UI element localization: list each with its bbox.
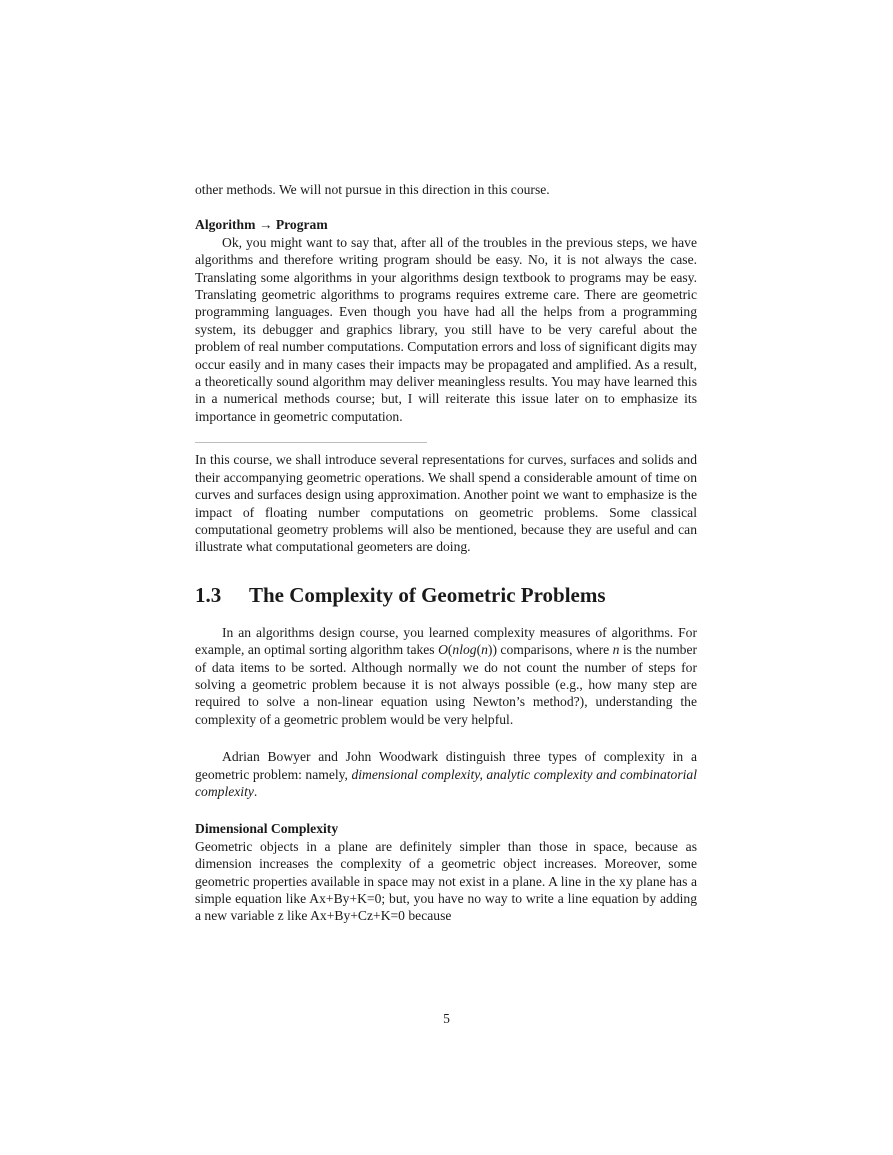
arrow-icon: →: [258, 217, 273, 233]
math-nlog: nlog: [452, 642, 477, 658]
complexity-text-3: is the number of data items to be sorted. Although normally we do not count the number of steps for solving a geometric problem because it is not always possible (e.g., how many step are required to solve a non-linear equation using Newton’s method?), understanding the complexity of a geometric problem would be very helpful.: [195, 642, 697, 727]
section-heading: [195, 582, 697, 608]
dimensional-complexity-heading: Dimensional Complexity: [195, 821, 339, 837]
bowyer-text-2: .: [253, 783, 258, 799]
bowyer-text-1: Adrian Bowyer and John Woodwark distinguish three types of complexity in a geometric problem: namely,: [195, 749, 697, 782]
intro-fragment: other methods. We will not pursue in this direction in this course.: [195, 182, 550, 197]
dimensional-complexity-paragraph: Geometric objects in a plane are definitely simpler than those in space, because as dimension increases the complexity of a geometric object increases. Moreover, some geometric properties available in space may not exist in a plane. A line in the xy plane has a simple equation like Ax+By+K=0; but, you have no way to write a line equation by adding a new variable z like Ax+By+Cz+K=0 because: [195, 838, 697, 924]
complexity-types-emphasis: dimensional complexity, analytic complexity and combinatorial complexity: [195, 766, 697, 799]
heading-algorithm: Algorithm: [195, 217, 256, 233]
variable-n: n: [612, 642, 620, 658]
complexity-paragraph: [195, 624, 697, 728]
algorithm-program-paragraph: Ok, you might want to say that, after all of the troubles in the previous steps, we have algorithms and therefore writing program should be easy. No, it is not always the case. Translating some algorithms in your algorithms design textbook to programs may be easy. Translating geometric algorithms to programs requires extreme care. There are geometric programming languages. Even though you have had all the helps from a programming system, its debugger and graphics library, you still have to be very careful about the problem of real number computations. Computation errors and loss of significant digits may occur easily and in many cases their impacts may be propagated and amplified. As a result, a theoretically sound algorithm may deliver meaningless results. You may have learned this in a numerical methods course; but, I will reiterate this issue later on to emphasize its importance in geometric computation.: [195, 234, 697, 424]
complexity-text-1: In an algorithms design course, you learned complexity measures of algorithms. For example, an optimal sorting algorithm takes: [195, 624, 697, 658]
complexity-text-2: comparisons, where: [496, 642, 613, 658]
course-summary-paragraph: In this course, we shall introduce several representations for curves, surfaces and solids and their accompanying geometric operations. We shall spend a considerable amount of time on curves and surfaces design using approximation. Another point we want to emphasize is the impact of floating number computations on geometric problems. Some classical computational geometry problems will also be mentioned, because they are useful and can illustrate what computational geometers are doing.: [195, 452, 697, 555]
heading-program: Program: [275, 217, 328, 233]
section-number: 1.3: [195, 582, 222, 607]
math-close: )): [487, 642, 497, 658]
dimensional-complexity-block: [195, 820, 697, 924]
algorithm-program-heading: [195, 216, 697, 233]
math-O: O: [438, 642, 448, 658]
page-number: 5: [443, 1011, 450, 1026]
math-n: n: [481, 642, 488, 658]
bowyer-paragraph: [195, 748, 697, 800]
section-title: The Complexity of Geometric Problems: [249, 582, 606, 607]
section-divider: [195, 442, 427, 443]
math-inner-open: (: [476, 642, 482, 658]
page-body: [195, 181, 697, 925]
math-paren-open: (: [447, 642, 453, 658]
algorithm-program-block: [195, 216, 697, 425]
